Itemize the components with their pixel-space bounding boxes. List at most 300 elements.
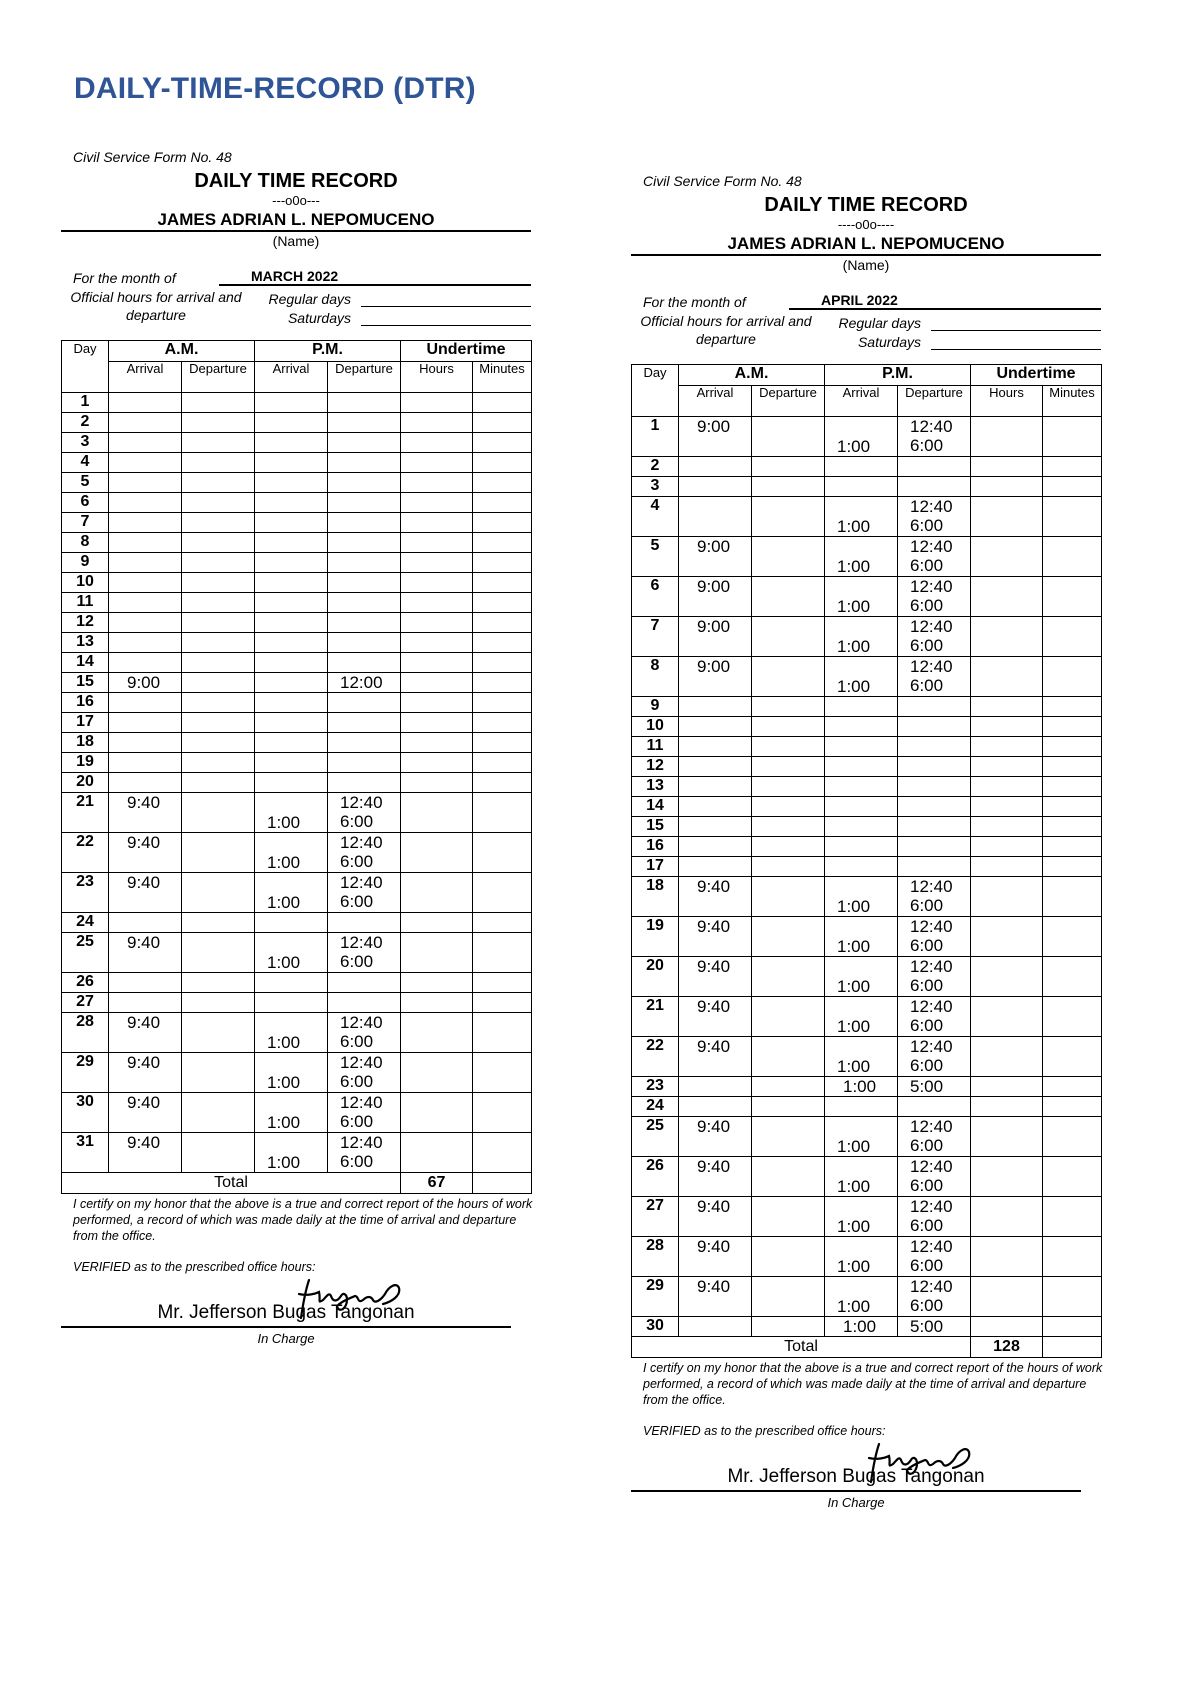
time-entry: 9:00 <box>697 577 731 596</box>
time-entry: 6:00 <box>910 556 944 575</box>
am-departure-cell <box>182 393 255 413</box>
am-departure-cell <box>182 793 255 833</box>
am-arrival-header: Arrival <box>109 362 182 393</box>
am-arrival-cell <box>679 737 752 757</box>
day-row <box>632 737 1102 757</box>
day-number: 6 <box>62 493 109 513</box>
time-entry: 1:00 <box>267 893 301 912</box>
undertime-minutes-cell <box>473 573 532 593</box>
total-value: 128 <box>971 1337 1043 1358</box>
time-entry: 9:00 <box>697 617 731 636</box>
pm-departure-cell <box>898 857 971 877</box>
time-entry: 1:00 <box>837 437 871 456</box>
am-departure-cell <box>182 673 255 693</box>
pm-arrival-cell <box>825 1077 898 1097</box>
day-number: 23 <box>62 873 109 913</box>
pm-header: P.M. <box>825 365 971 386</box>
undertime-hours-cell <box>401 1013 473 1053</box>
day-header: Day <box>62 341 109 393</box>
undertime-minutes-cell <box>473 873 532 913</box>
am-arrival-cell <box>679 657 752 697</box>
pm-header: P.M. <box>255 341 401 362</box>
day-row <box>62 513 532 533</box>
employee-name: JAMES ADRIAN L. NEPOMUCENO <box>631 234 1101 256</box>
day-row <box>62 1093 532 1133</box>
undertime-minutes-cell <box>473 933 532 973</box>
day-number: 13 <box>632 777 679 797</box>
am-arrival-cell <box>109 1053 182 1093</box>
am-departure-cell <box>752 1097 825 1117</box>
pm-arrival-cell <box>825 417 898 457</box>
day-row <box>62 493 532 513</box>
am-arrival-cell <box>679 1277 752 1317</box>
am-departure-cell <box>752 757 825 777</box>
day-number: 11 <box>632 737 679 757</box>
undertime-hours-cell <box>971 717 1043 737</box>
am-arrival-cell <box>109 593 182 613</box>
undertime-minutes-cell <box>1043 1077 1102 1097</box>
time-entry: 6:00 <box>910 636 944 655</box>
am-header: A.M. <box>679 365 825 386</box>
signature-area <box>631 1438 1081 1492</box>
am-arrival-cell <box>679 1037 752 1077</box>
pm-departure-cell <box>328 773 401 793</box>
time-entry: 12:40 <box>340 1053 383 1072</box>
pm-arrival-cell <box>255 633 328 653</box>
am-arrival-cell <box>679 457 752 477</box>
official-hours-label: Official hours for arrival and departure <box>640 313 812 347</box>
day-row <box>632 1197 1102 1237</box>
am-departure-cell <box>182 993 255 1013</box>
undertime-minutes-cell <box>473 453 532 473</box>
am-departure-cell <box>182 573 255 593</box>
regular-days-field[interactable] <box>361 294 531 307</box>
pm-departure-cell <box>328 633 401 653</box>
undertime-hours-cell <box>971 1117 1043 1157</box>
undertime-hours-cell <box>401 473 473 493</box>
undertime-hours-cell <box>401 553 473 573</box>
time-entry: 12:40 <box>910 957 953 976</box>
day-number: 13 <box>62 633 109 653</box>
day-number: 24 <box>62 913 109 933</box>
undertime-minutes-cell <box>473 513 532 533</box>
undertime-hours-cell <box>401 453 473 473</box>
time-entry: 6:00 <box>340 1072 374 1091</box>
undertime-hours-cell <box>401 493 473 513</box>
day-row <box>62 673 532 693</box>
am-arrival-cell <box>679 477 752 497</box>
time-record-table <box>61 340 532 1194</box>
time-entry: 12:40 <box>910 917 953 936</box>
day-number: 21 <box>632 997 679 1037</box>
undertime-minutes-cell <box>1043 777 1102 797</box>
pm-arrival-cell <box>825 617 898 657</box>
am-departure-cell <box>752 917 825 957</box>
day-header: Day <box>632 365 679 417</box>
time-entry: 9:40 <box>697 917 731 936</box>
undertime-minutes-cell <box>1043 957 1102 997</box>
undertime-header: Undertime <box>401 341 532 362</box>
time-record-table <box>631 364 1102 1358</box>
time-entry: 9:40 <box>127 1013 161 1032</box>
pm-arrival-cell <box>255 573 328 593</box>
time-entry: 12:40 <box>910 1197 953 1216</box>
am-arrival-cell <box>109 1093 182 1133</box>
day-number: 27 <box>62 993 109 1013</box>
undertime-hours-cell <box>971 857 1043 877</box>
time-entry: 9:40 <box>697 1037 731 1056</box>
am-arrival-cell <box>679 857 752 877</box>
day-number: 16 <box>62 693 109 713</box>
time-entry: 12:40 <box>910 877 953 896</box>
am-arrival-cell <box>109 733 182 753</box>
day-row <box>62 1013 532 1053</box>
undertime-minutes-cell <box>1043 917 1102 957</box>
undertime-minutes-cell <box>473 593 532 613</box>
am-departure-cell <box>182 593 255 613</box>
pm-arrival-cell <box>255 973 328 993</box>
am-arrival-cell <box>679 497 752 537</box>
day-row <box>62 453 532 473</box>
am-departure-cell <box>752 817 825 837</box>
undertime-minutes-cell <box>473 393 532 413</box>
undertime-hours-cell <box>401 733 473 753</box>
undertime-hours-cell <box>971 1317 1043 1337</box>
time-entry: 1:00 <box>267 1153 301 1172</box>
pm-arrival-cell <box>255 493 328 513</box>
am-departure-cell <box>752 777 825 797</box>
day-number: 20 <box>62 773 109 793</box>
day-number: 17 <box>62 713 109 733</box>
am-departure-cell <box>182 913 255 933</box>
undertime-hours-cell <box>971 477 1043 497</box>
time-entry: 1:00 <box>843 1317 877 1336</box>
am-arrival-cell <box>109 973 182 993</box>
pm-departure-cell <box>328 753 401 773</box>
undertime-minutes-cell <box>1043 817 1102 837</box>
undertime-minutes-cell <box>473 1133 532 1173</box>
time-entry: 1:00 <box>837 1177 871 1196</box>
am-departure-cell <box>182 733 255 753</box>
undertime-minutes-cell <box>473 1053 532 1093</box>
pm-arrival-cell <box>825 1197 898 1237</box>
day-number: 30 <box>632 1317 679 1337</box>
day-number: 22 <box>62 833 109 873</box>
day-number: 26 <box>632 1157 679 1197</box>
time-entry: 5:00 <box>910 1317 944 1336</box>
am-departure-cell <box>182 493 255 513</box>
day-row <box>632 477 1102 497</box>
pm-departure-cell <box>328 473 401 493</box>
day-number: 15 <box>632 817 679 837</box>
pm-arrival-cell <box>825 657 898 697</box>
am-arrival-cell <box>109 753 182 773</box>
time-entry: 1:00 <box>267 813 301 832</box>
am-departure-cell <box>182 873 255 913</box>
am-departure-cell <box>752 457 825 477</box>
undertime-hours-cell <box>971 657 1043 697</box>
pm-departure-cell <box>898 577 971 617</box>
pm-departure-cell <box>898 477 971 497</box>
undertime-hours-cell <box>971 1037 1043 1077</box>
pm-departure-cell <box>898 817 971 837</box>
am-arrival-cell <box>109 833 182 873</box>
time-entry: 12:40 <box>910 997 953 1016</box>
pm-departure-cell <box>898 1157 971 1197</box>
day-row <box>62 633 532 653</box>
am-departure-cell <box>182 653 255 673</box>
pm-arrival-cell <box>255 773 328 793</box>
time-entry: 6:00 <box>340 812 374 831</box>
time-entry: 12:40 <box>910 1117 953 1136</box>
am-departure-cell <box>752 657 825 697</box>
undertime-minutes-cell <box>473 713 532 733</box>
am-departure-cell <box>182 413 255 433</box>
day-row <box>632 997 1102 1037</box>
pm-arrival-cell <box>255 553 328 573</box>
time-entry: 12:40 <box>340 833 383 852</box>
pm-departure-cell <box>328 593 401 613</box>
undertime-minutes-cell <box>1043 717 1102 737</box>
time-entry: 9:40 <box>127 873 161 892</box>
time-entry: 6:00 <box>910 676 944 695</box>
time-entry: 1:00 <box>267 953 301 972</box>
time-entry: 6:00 <box>340 1152 374 1171</box>
undertime-minutes-cell <box>473 673 532 693</box>
undertime-hours-cell <box>401 653 473 673</box>
time-entry: 12:40 <box>340 873 383 892</box>
pm-arrival-cell <box>825 1317 898 1337</box>
pm-arrival-header: Arrival <box>825 386 898 417</box>
verified-text: VERIFIED as to the prescribed office hours: <box>73 1260 316 1274</box>
time-entry: 1:00 <box>837 897 871 916</box>
day-row <box>632 657 1102 697</box>
name-caption: (Name) <box>272 233 320 249</box>
pm-departure-cell <box>328 413 401 433</box>
day-row <box>62 693 532 713</box>
day-number: 25 <box>62 933 109 973</box>
pm-arrival-cell <box>825 817 898 837</box>
am-arrival-cell <box>679 997 752 1037</box>
pm-departure-cell <box>898 717 971 737</box>
undertime-hours-cell <box>971 1157 1043 1197</box>
am-arrival-cell <box>109 393 182 413</box>
page-title: DAILY-TIME-RECORD (DTR) <box>74 72 476 105</box>
time-entry: 9:00 <box>127 673 161 692</box>
time-entry: 12:40 <box>910 1157 953 1176</box>
pm-arrival-cell <box>825 537 898 577</box>
form-number: Civil Service Form No. 48 <box>643 173 802 189</box>
am-arrival-cell <box>679 797 752 817</box>
form-title: DAILY TIME RECORD <box>764 194 968 216</box>
am-departure-cell <box>752 837 825 857</box>
am-arrival-cell <box>679 537 752 577</box>
time-entry: 6:00 <box>340 1032 374 1051</box>
total-label: Total <box>632 1337 971 1358</box>
undertime-hours-cell <box>401 873 473 913</box>
day-row <box>632 1117 1102 1157</box>
am-departure-cell <box>182 1133 255 1173</box>
undertime-hours-cell <box>971 1097 1043 1117</box>
pm-arrival-cell <box>825 757 898 777</box>
undertime-hours-cell <box>401 933 473 973</box>
undertime-hours-header: Hours <box>401 362 473 393</box>
time-entry: 9:40 <box>697 957 731 976</box>
time-entry: 12:40 <box>910 497 953 516</box>
am-arrival-header: Arrival <box>679 386 752 417</box>
day-number: 10 <box>62 573 109 593</box>
pm-departure-cell <box>898 777 971 797</box>
saturdays-field[interactable] <box>931 337 1101 350</box>
pm-arrival-cell <box>825 917 898 957</box>
time-entry: 1:00 <box>267 1073 301 1092</box>
saturdays-label: Saturdays <box>857 334 921 350</box>
regular-days-field[interactable] <box>931 318 1101 331</box>
pm-arrival-cell <box>825 497 898 537</box>
total-minutes <box>473 1173 532 1194</box>
day-row <box>62 973 532 993</box>
time-entry: 9:40 <box>127 1093 161 1112</box>
undertime-hours-cell <box>401 1053 473 1093</box>
undertime-hours-cell <box>401 393 473 413</box>
day-row <box>632 697 1102 717</box>
verified-text: VERIFIED as to the prescribed office hours: <box>643 1424 886 1438</box>
month-label: For the month of <box>73 270 176 286</box>
time-entry: 12:00 <box>340 673 383 692</box>
time-entry: 1:00 <box>837 1297 871 1316</box>
undertime-hours-cell <box>401 573 473 593</box>
am-arrival-cell <box>109 493 182 513</box>
day-row <box>632 817 1102 837</box>
am-departure-cell <box>752 417 825 457</box>
time-entry: 6:00 <box>910 1256 944 1275</box>
undertime-hours-cell <box>971 817 1043 837</box>
day-number: 3 <box>632 477 679 497</box>
undertime-minutes-cell <box>473 693 532 713</box>
pm-arrival-cell <box>255 753 328 773</box>
pm-arrival-cell <box>255 653 328 673</box>
pm-arrival-cell <box>825 477 898 497</box>
undertime-minutes-cell <box>1043 877 1102 917</box>
am-arrival-cell <box>109 673 182 693</box>
pm-departure-cell <box>328 553 401 573</box>
am-arrival-cell <box>679 1117 752 1157</box>
am-departure-cell <box>752 1157 825 1197</box>
pm-arrival-cell <box>825 797 898 817</box>
month-label: For the month of <box>643 294 746 310</box>
pm-arrival-cell <box>255 1133 328 1173</box>
pm-arrival-cell <box>255 713 328 733</box>
am-departure-cell <box>182 773 255 793</box>
am-departure-cell <box>752 717 825 737</box>
pm-arrival-cell <box>255 913 328 933</box>
time-entry: 12:40 <box>910 1237 953 1256</box>
regular-days-label: Regular days <box>838 315 921 331</box>
pm-arrival-cell <box>255 613 328 633</box>
day-row <box>632 537 1102 577</box>
day-row <box>62 833 532 873</box>
day-number: 10 <box>632 717 679 737</box>
undertime-hours-cell <box>401 593 473 613</box>
undertime-minutes-cell <box>1043 757 1102 777</box>
undertime-hours-cell <box>401 413 473 433</box>
am-departure-cell <box>182 753 255 773</box>
pm-departure-cell <box>328 1133 401 1173</box>
time-entry: 1:00 <box>267 1033 301 1052</box>
am-arrival-cell <box>109 713 182 733</box>
undertime-minutes-cell <box>473 553 532 573</box>
pm-departure-cell <box>898 1097 971 1117</box>
pm-arrival-cell <box>255 933 328 973</box>
day-number: 12 <box>632 757 679 777</box>
pm-departure-cell <box>898 1237 971 1277</box>
pm-departure-cell <box>898 457 971 477</box>
day-row <box>632 717 1102 737</box>
am-arrival-cell <box>679 917 752 957</box>
day-number: 5 <box>62 473 109 493</box>
time-entry: 6:00 <box>910 1216 944 1235</box>
time-entry: 12:40 <box>340 1093 383 1112</box>
pm-arrival-cell <box>825 877 898 917</box>
pm-arrival-cell <box>255 453 328 473</box>
month-row <box>61 260 531 286</box>
day-number: 18 <box>62 733 109 753</box>
time-entry: 12:40 <box>910 617 953 636</box>
undertime-minutes-cell <box>1043 1277 1102 1317</box>
day-row <box>632 777 1102 797</box>
undertime-hours-cell <box>971 1197 1043 1237</box>
am-arrival-cell <box>109 913 182 933</box>
am-departure-cell <box>182 433 255 453</box>
pm-departure-cell <box>898 697 971 717</box>
undertime-hours-cell <box>971 917 1043 957</box>
day-number: 19 <box>62 753 109 773</box>
time-entry: 1:00 <box>837 517 871 536</box>
undertime-hours-cell <box>971 537 1043 577</box>
undertime-minutes-cell <box>473 773 532 793</box>
am-departure-cell <box>182 833 255 873</box>
undertime-minutes-cell <box>1043 1037 1102 1077</box>
pm-departure-cell <box>898 417 971 457</box>
day-number: 1 <box>62 393 109 413</box>
pm-departure-cell <box>328 1093 401 1133</box>
day-number: 7 <box>62 513 109 533</box>
pm-arrival-cell <box>255 993 328 1013</box>
am-departure-cell <box>182 533 255 553</box>
am-arrival-cell <box>679 777 752 797</box>
am-arrival-cell <box>109 1013 182 1053</box>
pm-departure-cell <box>328 533 401 553</box>
time-entry: 9:00 <box>697 657 731 676</box>
undertime-hours-cell <box>971 997 1043 1037</box>
undertime-minutes-cell <box>1043 797 1102 817</box>
am-arrival-cell <box>109 573 182 593</box>
time-entry: 6:00 <box>340 852 374 871</box>
pm-arrival-cell <box>255 593 328 613</box>
undertime-minutes-cell <box>473 653 532 673</box>
pm-departure-cell <box>328 793 401 833</box>
saturdays-field[interactable] <box>361 313 531 326</box>
undertime-hours-cell <box>971 797 1043 817</box>
undertime-minutes-cell <box>1043 737 1102 757</box>
undertime-hours-cell <box>971 737 1043 757</box>
time-entry: 12:40 <box>340 1133 383 1152</box>
undertime-minutes-cell <box>1043 837 1102 857</box>
time-entry: 1:00 <box>837 1057 871 1076</box>
am-departure-cell <box>752 617 825 657</box>
employee-name: JAMES ADRIAN L. NEPOMUCENO <box>61 210 531 232</box>
time-entry: 9:40 <box>127 833 161 852</box>
